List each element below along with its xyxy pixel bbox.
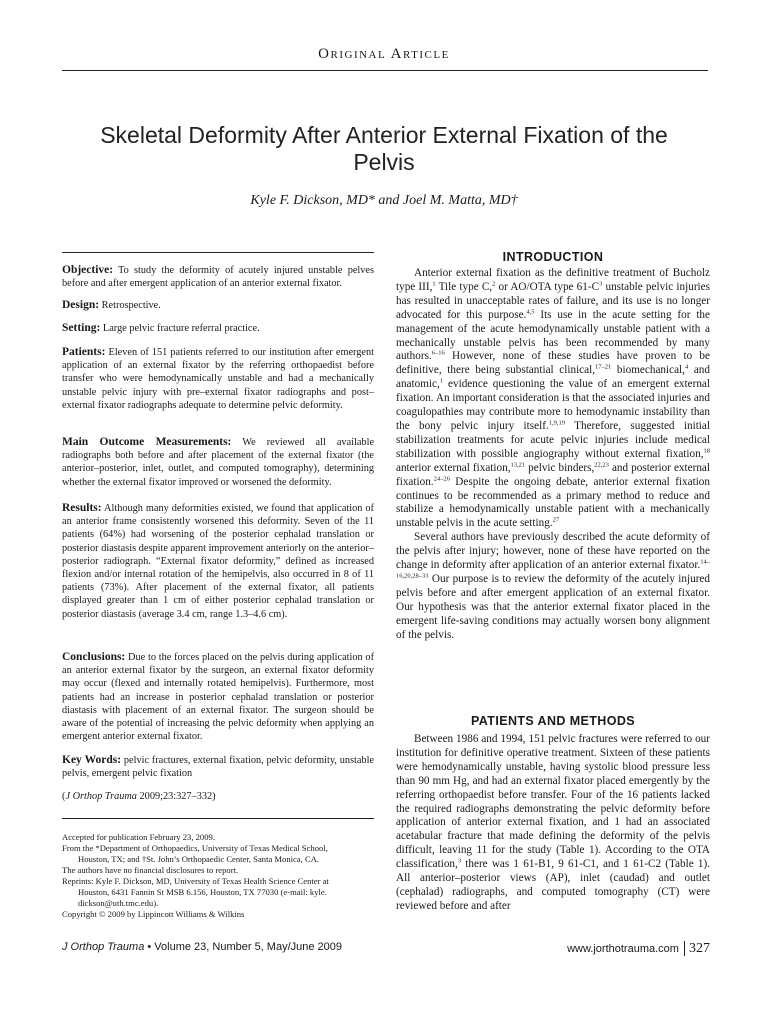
footer-issue: • Volume 23, Number 5, May/June 2009 xyxy=(144,941,343,953)
text-run: Several authors have previously described the acute deformity of the pelvis after injury; however, none of these have reported on the change in deformity after application of an anterior external fixator. xyxy=(396,531,710,572)
abstract-citation: (J Orthop Trauma 2009;23:327–332) xyxy=(62,791,216,802)
objective-text: To study the deformity of acutely injured unstable pelves before and after emergent application of an anterior external fixator. xyxy=(62,265,374,290)
footnote-copyright: Copyright © 2009 by Lippincott Williams & Wilkins xyxy=(62,909,245,919)
abstract-patients xyxy=(62,346,374,412)
text-run: Our purpose is to review the deformity of the acutely injured pelvis before and after emergent application of an external fixator. Our hypothesis was that the anterior external fixator placed in the emergent life-saving conditions may actually worsen bony alignment of the pelvis. xyxy=(396,572,710,641)
author-line: Kyle F. Dickson, MD* and Joel M. Matta, MD† xyxy=(250,193,518,208)
reference-superscript: 3 xyxy=(457,857,462,865)
text-run: or AO/OTA type 61-C xyxy=(495,280,600,293)
text-run: there was 1 61-B1, 9 61-C1, and 1 61-C2 (Table 1). All anterior–posterior views (AP), inlet (caudad) and outlet (cephalad) radiographs, and computed tomography (CT) were reviewed before and after xyxy=(396,858,710,912)
header-rule xyxy=(62,70,708,71)
conclusions-label: Conclusions: xyxy=(62,651,126,663)
footnote-reprints: Reprints: Kyle F. Dickson, MD, University of Texas Health Science Center at xyxy=(62,876,329,886)
text-run: Anterior external fixation as the definitive treatment of Bucholz type III, xyxy=(396,267,710,293)
text-run: and anatomic, xyxy=(396,364,710,391)
abstract-conclusions xyxy=(62,651,374,743)
results-label: Results: xyxy=(62,502,102,514)
footer-url: www.jorthotrauma.com xyxy=(567,943,679,955)
keywords-label: Key Words: xyxy=(62,754,122,766)
abstract-objective xyxy=(62,264,374,290)
intro-paragraph-1 xyxy=(396,267,710,531)
reference-superscript: 17–21 xyxy=(595,363,612,371)
reference-superscript: 13,21 xyxy=(510,460,526,468)
running-footer-citation xyxy=(62,941,342,953)
text-run: Despite the ongoing debate, anterior external fixation continues to be recommended as a primary method to reduce and stabilize a hemodynamically unstable patient with a mechanically unstable pelvis in the acute setting. xyxy=(396,475,710,530)
outcome-text: We reviewed all available radiographs both before and after placement of the external fixator (the anterior–posterior, inlet, outlet, and computed tomography), determining whether the external fixator improved or worsened the deformity. xyxy=(62,437,375,488)
design-label: Design: xyxy=(62,299,100,311)
heading-introduction: INTRODUCTION xyxy=(502,250,604,264)
section-label: Original Article xyxy=(318,46,450,62)
reference-superscript: 4,5 xyxy=(526,307,535,315)
abstract-results xyxy=(62,502,374,621)
conclusions-text: Due to the forces placed on the pelvis during application of an anterior external fixator by the surgeon, an external fixator deformity may occur (flexed and internally rotated hemipelvis). Furthermore, most patients had an increase in posterior cephalad translation or posterior diastasis with placement of an external fixator. The surgeon should be aware of the potential of increasing the pelvic deformity when applying an emergent anterior external fixator. xyxy=(62,652,374,743)
methods-body xyxy=(396,733,710,914)
patients-text: Eleven of 151 patients referred to our institution after emergent application of an external fixator by the referring orthopaedist before transfer who were hemodynamically unstable and had a mechanically unstable pelvic injury with pre–external fixator radiographs and post–external fixator radiographs adequate to determine pelvic deformity. xyxy=(62,347,374,411)
methods-paragraph-1 xyxy=(396,733,710,914)
footnote-accepted: Accepted for publication February 23, 2009. xyxy=(62,832,215,842)
reference-superscript: 1 xyxy=(439,377,444,385)
abstract-design xyxy=(62,299,374,312)
text-run: unstable pelvic injuries has resulted in unacceptable rates of failure, and its use is no longer advocated for this purpose. xyxy=(396,280,710,321)
heading-patients-methods: PATIENTS AND METHODS xyxy=(470,714,636,728)
reference-superscript: 6–16 xyxy=(431,349,445,357)
text-run: pelvic binders, xyxy=(525,461,595,474)
keywords-text: pelvic fractures, external fixation, pelvic deformity, unstable pelvis, emergent pelvic fixation xyxy=(62,755,375,780)
abstract-outcome xyxy=(62,436,374,489)
text-run: and posterior external fixation. xyxy=(396,461,710,488)
reference-superscript: 24–26 xyxy=(433,474,450,482)
running-footer-page xyxy=(500,941,710,957)
footer-journal: J Orthop Trauma xyxy=(62,941,145,953)
patients-label: Patients: xyxy=(62,346,106,358)
objective-label: Objective: xyxy=(62,264,114,276)
setting-label: Setting: xyxy=(62,322,101,334)
setting-text: Large pelvic fracture referral practice. xyxy=(102,323,260,334)
results-text: Although many deformities existed, we found that application of an anterior frame consistently worsened this deformity. Seven of the 11 patients (64%) had worsening of the posterior cephalad translation or posterior diastasis despite apparent improvement anteriorly on the anterior–posterior radiograph. “External fixator deformity,” defined as increased flexion and/or internal rotation of the hemipelvis, also occurred in 8 of 11 patients (73%). After placement of the external fixator, all patients displayed greater than 1 cm of either posterior cephalad translation or posterior diastasis (average 3.4 cm, range 1.3–4.6 cm). xyxy=(62,503,374,620)
text-run: evidence questioning the value of an emergent external fixation. An important consideration is that the associated injuries and coagulopathies may contribute more to hemodynamic instability than the bony pelvic injury itself. xyxy=(396,378,710,432)
reference-superscript: 2 xyxy=(492,280,496,288)
reference-superscript: 22,23 xyxy=(594,460,609,468)
intro-paragraph-2 xyxy=(396,531,710,642)
abstract-keywords xyxy=(62,754,374,780)
abstract-rule-top xyxy=(62,252,374,253)
text-run: Its use in the acute setting for the management of the acute hemodynamically unstable patient with a mechanically unstable pelvis has been recommended by many authors. xyxy=(396,308,710,363)
introduction-body xyxy=(396,267,710,642)
reference-superscript: 1,9,19 xyxy=(548,419,565,427)
text-run: anterior external fixation, xyxy=(396,461,511,474)
page-number: 327 xyxy=(684,941,710,956)
text-run: However, none of these studies have proven to be definitive, there being substantial clinical, xyxy=(396,350,710,377)
footnote-reprints-address: Houston, 6431 Fannin St MSB 6.156, Houston, TX 77030 (e-mail: kyle. xyxy=(78,887,327,897)
reference-superscript: 3 xyxy=(599,280,603,288)
abstract-rule-bottom xyxy=(62,818,374,819)
footnotes xyxy=(62,832,376,920)
footnote-affiliation: From the *Department of Orthopaedics, University of Texas Medical School, xyxy=(62,843,328,853)
design-text: Retrospective. xyxy=(101,300,161,311)
abstract-setting xyxy=(62,322,374,335)
citation-journal: J Orthop Trauma xyxy=(65,791,137,802)
reference-superscript: 14–16,20,28–33 xyxy=(396,558,710,580)
outcome-label: Main Outcome Measurements: xyxy=(62,436,232,448)
reference-superscript: 27 xyxy=(552,516,560,524)
text-run: biomechanical, xyxy=(611,364,685,377)
text-run: Between 1986 and 1994, 151 pelvic fractures were referred to our institution for definitive operative treatment. Sixteen of these patients were hemodynamically unstable, having systolic blood pressure less than 90 mm Hg, and had an external fixator placed emergently by the referring orthopaedist before transfer. Four of the 16 patients lacked the required radiographs demonstrating the pelvic deformity before application of anterior external fixation, and 1 had an associated acetabular fracture that made defining the deformity of the pelvis difficult, leaving 11 for the study (Table 1). According to the OTA classification, xyxy=(396,733,710,871)
text-run: Tile type C, xyxy=(435,280,493,293)
text-run: Therefore, suggested initial stabilization treatments for acute pelvic injuries include medical stabilization with possible angiography without external fixation, xyxy=(396,419,710,460)
footnote-disclosure: The authors have no financial disclosures to report. xyxy=(62,865,239,875)
reference-superscript: 18 xyxy=(703,447,710,455)
footnote-reprints-email: dickson@uth.tmc.edu). xyxy=(78,898,159,908)
citation-details: 2009;23:327–332) xyxy=(136,791,216,802)
reference-superscript: 4 xyxy=(684,363,689,371)
article-title: Skeletal Deformity After Anterior External Fixation of the Pelvis xyxy=(100,122,668,175)
footnote-affiliation-cont: Houston, TX; and †St. John’s Orthopaedic Center, Santa Monica, CA. xyxy=(78,854,320,864)
reference-superscript: 1 xyxy=(432,280,436,288)
